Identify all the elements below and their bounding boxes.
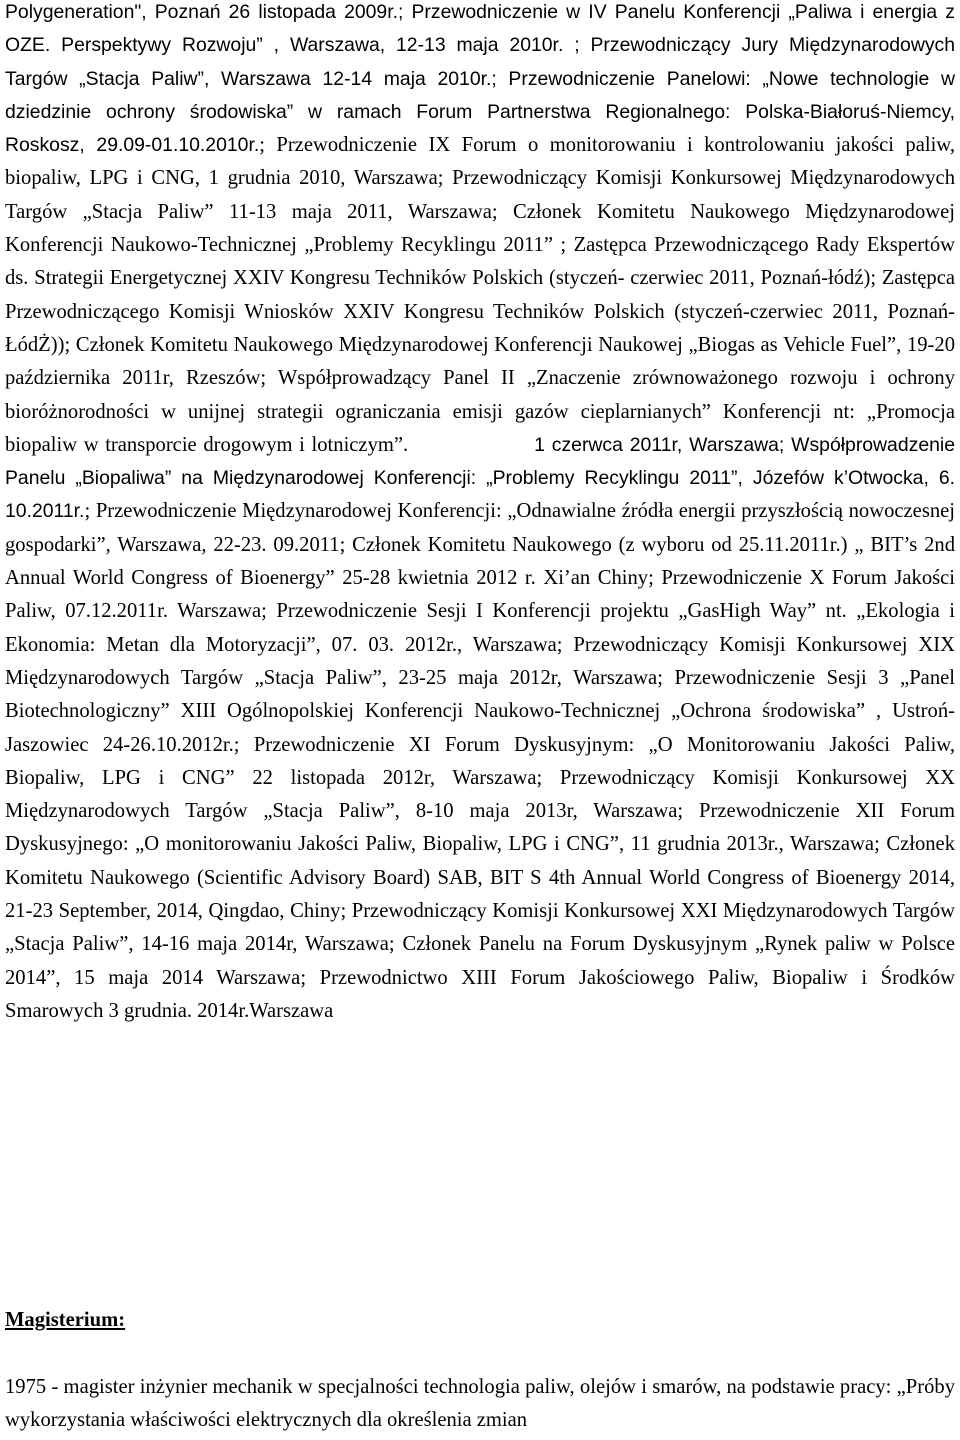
magisterium-paragraph: 1975 - magister inżynier mechanik w specjalności technologia paliw, olejów i smarów, na podstawie pracy: „Próby wykorzystania właściwości elektrycznych dla określenia zmian	[5, 1376, 955, 1431]
document-page	[5, 0, 955, 1028]
main-paragraph-segment-4: ; Przewodniczenie Międzynarodowej Konferencji: „Odnawialne źródła energii przyszłością nowoczesnej gospodarki”, Warszawa, 22-23. 09.2011; Członek Komitetu Naukowego (z wyboru od 25.11.2011r.) „ BIT’s 2nd Annual World Congress of Bioenergy” 25-28 kwietnia 2012 r. Xi’an Chiny; Przewodniczenie X Forum Jakości Paliw, 07.12.2011r. Warszawa; Przewodniczenie Sesji I Konferencji projektu „GasHigh Way” nt. „Ekologia i Ekonomia: Metan dla Motoryzacji”, 07. 03. 2012r., Warszawa; Przewodniczący Komisji Konkursowej XIX Międzynarodowych Targów „Stacja Paliw”, 23-25 maja 2012r, Warszawa; Przewodniczenie Sesji 3 „Panel Biotechnologiczny” XIII Ogólnopolskiej Konferencji Naukowo-Technicznej „Ochrona środowiska” , Ustroń-Jaszowiec 24-26.10.2012r.; Przewodniczenie XI Forum Dyskusyjnym: „O Monitorowaniu Jakości Paliw, Biopaliw, LPG i CNG” 22 listopada 2012r, Warszawa; Przewodniczący Komisji Konkursowej XX Międzynarodowych Targów „Stacja Paliw”, 8-10 maja 2013r, Warszawa; Przewodniczenie XII Forum Dyskusyjnego: „O monitorowaniu Jakości Paliw, Biopaliw, LPG i CNG”, 11 grudnia 2013r., Warszawa; Członek Komitetu Naukowego (Scientific Advisory Board) SAB, BIT S 4th Annual World Congress of Bioenergy 2014, 21-23 September, 2014, Qingdao, Chiny; Przewodniczący Komisji Konkursowej XXI Międzynarodowych Targów „Stacja Paliw”, 14-16 maja 2014r, Warszawa; Członek Panelu na Forum Dyskusyjnym „Rynek paliw w Polsce 2014”, 15 maja 2014 Warszawa; Przewodnictwo XIII Forum Jakościowego Paliw, Biopaliw i Środków Smarowych 3 grudnia. 2014r.Warszawa	[5, 500, 955, 1022]
section-heading-magisterium: Magisterium:	[5, 1309, 126, 1331]
main-paragraph-segment-2: ; Przewodniczenie IX Forum o monitorowaniu i kontrolowaniu jakości paliw, biopaliw, LPG i CNG, 1 grudnia 2010, Warszawa; Przewodniczący Komisji Konkursowej Międzynarodowych Targów „Stacja Paliw” 11-13 maja 2011, Warszawa; Członek Komitetu Naukowego Międzynarodowej Konferencji Naukowo-Technicznej „Problemy Recyklingu 2011” ; Zastępca Przewodniczącego Rady Ekspertów ds. Strategii Energetycznej XXIV Kongresu Techników Polskich (styczeń- czerwiec 2011, Poznań-łódź); Zastępca Przewodniczącego Komisji Wniosków XXIV Kongresu Techników Polskich (styczeń-czerwiec 2011, Poznań-ŁódŻ)); Członek Komitetu Naukowego Międzynarodowej Konferencji Naukowej „Biogas as Vehicle Fuel”, 19-20 października 2011r, Rzeszów; Współprowadzący Panel II „Znaczenie zrównoważonego rozwoju i ochrony bioróżnorodności w unijnej strategii ograniczania emisji gazów cieplarnianych” Konferencji nt: „Promocja biopaliw w transporcie drogowym i lotniczym”.	[5, 134, 955, 456]
main-paragraph	[5, 0, 955, 1028]
main-paragraph-segment-3: 1 czerwca 2011r, Warszawa; Współprowadzenie Panelu „Biopaliwa” na Międzynarodowej Konferencji: „Problemy Recyklingu 2011”, Józefów k’Otwocka, 6. 10.2011r.	[5, 433, 955, 523]
main-paragraph-segment-1: Polygeneration", Poznań 26 listopada 2009r.; Przewodniczenie w IV Panelu Konferencji „Paliwa i energia z OZE. Perspektywy Rozwoju” , Warszawa, 12-13 maja 2010r. ; Przewodniczący Jury Międzynarodowych Targów „Stacja Paliw”, Warszawa 12-14 maja 2010r.; Przewodniczenie Panelowi: „Nowe technologie w dziedzinie ochrony środowiska” w ramach Forum Partnerstwa Regionalnego: Polska-Białoruś-Niemcy, Roskosz, 29.09-01.10.2010r.	[5, 1, 955, 157]
